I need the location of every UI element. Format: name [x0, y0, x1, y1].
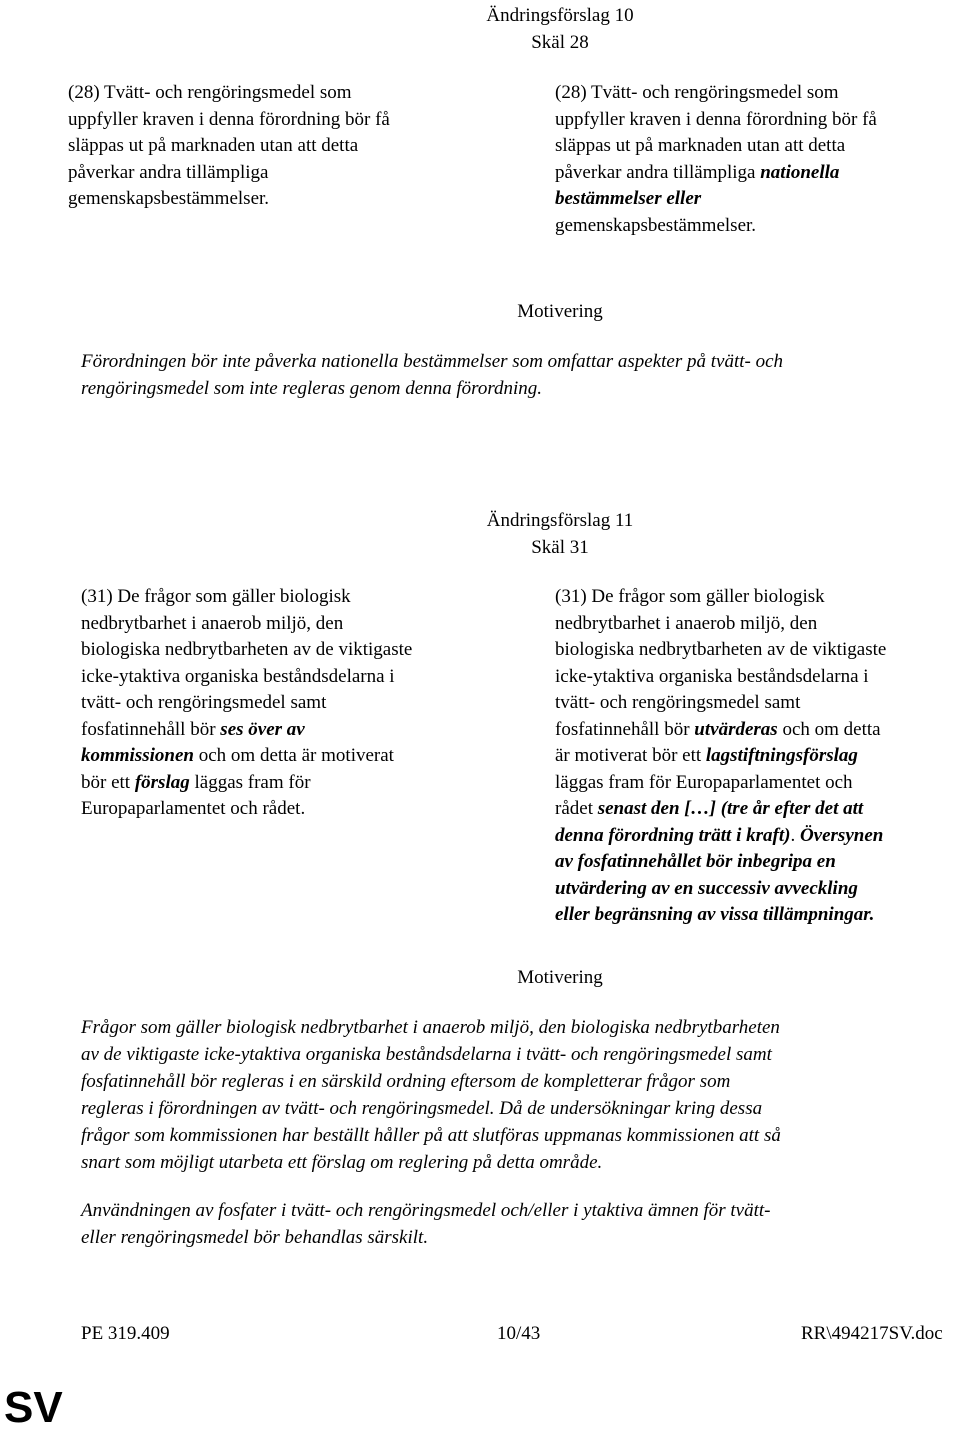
text-line	[555, 107, 877, 133]
text-line	[555, 770, 853, 796]
text-line	[81, 584, 351, 610]
text-line	[555, 664, 869, 690]
text-segment: är motiverat bör ett	[555, 745, 706, 766]
text-segment: nedbrytbarhet i anaerob miljö, den	[555, 612, 818, 634]
text-line	[555, 160, 839, 186]
text-line	[555, 637, 886, 663]
text-line: rengöringsmedel som inte regleras genom denna förordning.	[81, 377, 543, 399]
text-line: påverkar andra tillämpliga	[68, 161, 269, 183]
text-segment: tvätt- och rengöringsmedel samt	[555, 692, 801, 713]
text-segment: biologiska nedbrytbarheten av de viktigaste	[555, 639, 887, 660]
text-segment: bör ett	[81, 771, 135, 793]
text-segment: biologiska nedbrytbarheten av de viktigaste	[81, 639, 413, 660]
amendment-11-motivering-heading: Motivering	[517, 967, 603, 988]
text-line	[81, 717, 305, 743]
text-segment: fosfatinnehåll bör	[555, 718, 695, 740]
text-segment: fosfatinnehåll bör	[81, 718, 221, 740]
text-line: släppas ut på marknaden utan att detta	[68, 135, 359, 156]
text-segment: och om detta	[777, 718, 881, 740]
amended-text-segment: lagstiftningsförslag	[705, 745, 858, 766]
text-line	[555, 796, 863, 822]
text-line	[81, 743, 394, 769]
text-segment: och om detta är motiverat	[193, 745, 394, 766]
amendment-10-recital: Skäl 28	[531, 32, 589, 53]
text-line	[555, 876, 858, 902]
text-line	[555, 213, 756, 239]
text-line: eller rengöringsmedel bör behandlas särskilt.	[81, 1227, 429, 1248]
text-line	[81, 690, 326, 716]
text-segment: rådet	[555, 798, 598, 819]
text-line	[555, 611, 817, 637]
text-line	[555, 690, 800, 716]
text-segment: nedbrytbarhet i anaerob miljö, den	[81, 612, 344, 634]
text-line	[81, 637, 412, 663]
amended-text-segment: av fosfatinnehållet bör inbegripa en	[555, 851, 836, 872]
amendment-10-motivering-heading: Motivering	[517, 301, 603, 322]
text-line: Frågor som gäller biologisk nedbrytbarhet i anaerob miljö, den biologiska nedbrytbarheten	[81, 1017, 780, 1038]
text-line: frågor som kommissionen har beställt håller på att slutföras uppmanas kommissionen att så	[81, 1125, 781, 1146]
text-line	[81, 664, 395, 690]
amended-text-segment: eller begränsning av vissa tillämpningar.	[555, 904, 875, 925]
amended-text-segment: nationella	[760, 161, 840, 183]
text-line	[81, 611, 343, 637]
text-segment: .	[790, 824, 800, 846]
text-line	[555, 902, 874, 928]
amended-text-segment: denna förordning trätt i kraft)	[555, 824, 791, 846]
amended-text-segment: ses över av	[220, 718, 305, 740]
amended-text-segment: utvärderas	[694, 718, 778, 740]
text-line: gemenskapsbestämmelser.	[68, 188, 270, 209]
text-segment: (28) Tvätt- och rengöringsmedel som	[555, 82, 839, 103]
text-line	[555, 717, 881, 743]
amended-text-segment: senast den […] (tre år efter det att	[597, 798, 864, 819]
text-line: Förordningen bör inte påverka nationella bestämmelser som omfattar aspekter på tvätt- och	[81, 351, 784, 372]
text-segment: uppfyller kraven i denna förordning bör få	[555, 108, 877, 130]
text-line	[555, 584, 825, 610]
text-segment: läggas fram för Europaparlamentet och	[555, 771, 853, 793]
text-segment: släppas ut på marknaden utan att detta	[555, 135, 846, 156]
text-line: fosfatinnehåll bör regleras i en särskild ordning eftersom de kompletterar frågor som	[81, 1071, 731, 1092]
text-segment: tvätt- och rengöringsmedel samt	[81, 692, 327, 713]
text-line	[555, 133, 845, 159]
amendment-11-heading: Ändringsförslag 11	[486, 510, 634, 531]
text-line: regleras i förordningen av tvätt- och rengöringsmedel. Då de undersökningar kring dessa	[81, 1098, 763, 1119]
text-segment: gemenskapsbestämmelser.	[555, 214, 757, 236]
footer-reference: PE 319.409	[81, 1323, 170, 1344]
text-segment: (31) De frågor som gäller biologisk	[555, 586, 825, 607]
text-segment: läggas fram för	[189, 771, 311, 793]
text-line: (28) Tvätt- och rengöringsmedel som	[68, 82, 352, 103]
text-line	[555, 743, 858, 769]
text-line	[81, 770, 311, 796]
text-line	[555, 849, 836, 875]
language-code: SV	[4, 1383, 63, 1432]
text-segment: påverkar andra tillämpliga	[555, 161, 761, 183]
text-line	[81, 796, 305, 822]
text-segment: icke-ytaktiva organiska beståndsdelarna i	[555, 665, 869, 687]
amended-text-segment: förslag	[134, 771, 190, 793]
amended-text-segment: kommissionen	[81, 745, 194, 766]
text-line: Användningen av fosfater i tvätt- och rengöringsmedel och/eller i ytaktiva ämnen för tvätt-	[81, 1200, 771, 1221]
text-segment: icke-ytaktiva organiska beståndsdelarna i	[81, 665, 395, 687]
footer-page-number: 10/43	[497, 1323, 541, 1344]
text-line	[555, 823, 883, 849]
text-segment: (31) De frågor som gäller biologisk	[81, 586, 351, 607]
text-line	[555, 186, 701, 212]
amendment-11-recital: Skäl 31	[531, 537, 589, 558]
footer-document-name: RR\494217SV.doc	[801, 1323, 943, 1344]
amended-text-segment: bestämmelser eller	[555, 188, 702, 209]
amended-text-segment: utvärdering av en successiv avveckling	[555, 877, 858, 899]
text-line	[555, 80, 839, 106]
text-line: snart som möjligt utarbeta ett förslag om reglering på detta område.	[81, 1152, 603, 1173]
text-line: av de viktigaste icke-ytaktiva organiska beståndsdelarna i tvätt- och rengöringsmedel samt	[81, 1044, 772, 1065]
amended-text-segment: Översynen	[799, 824, 884, 846]
amendment-10-heading: Ändringsförslag 10	[486, 5, 634, 26]
text-line: uppfyller kraven i denna förordning bör få	[68, 108, 390, 130]
text-segment: Europaparlamentet och rådet.	[81, 798, 306, 819]
